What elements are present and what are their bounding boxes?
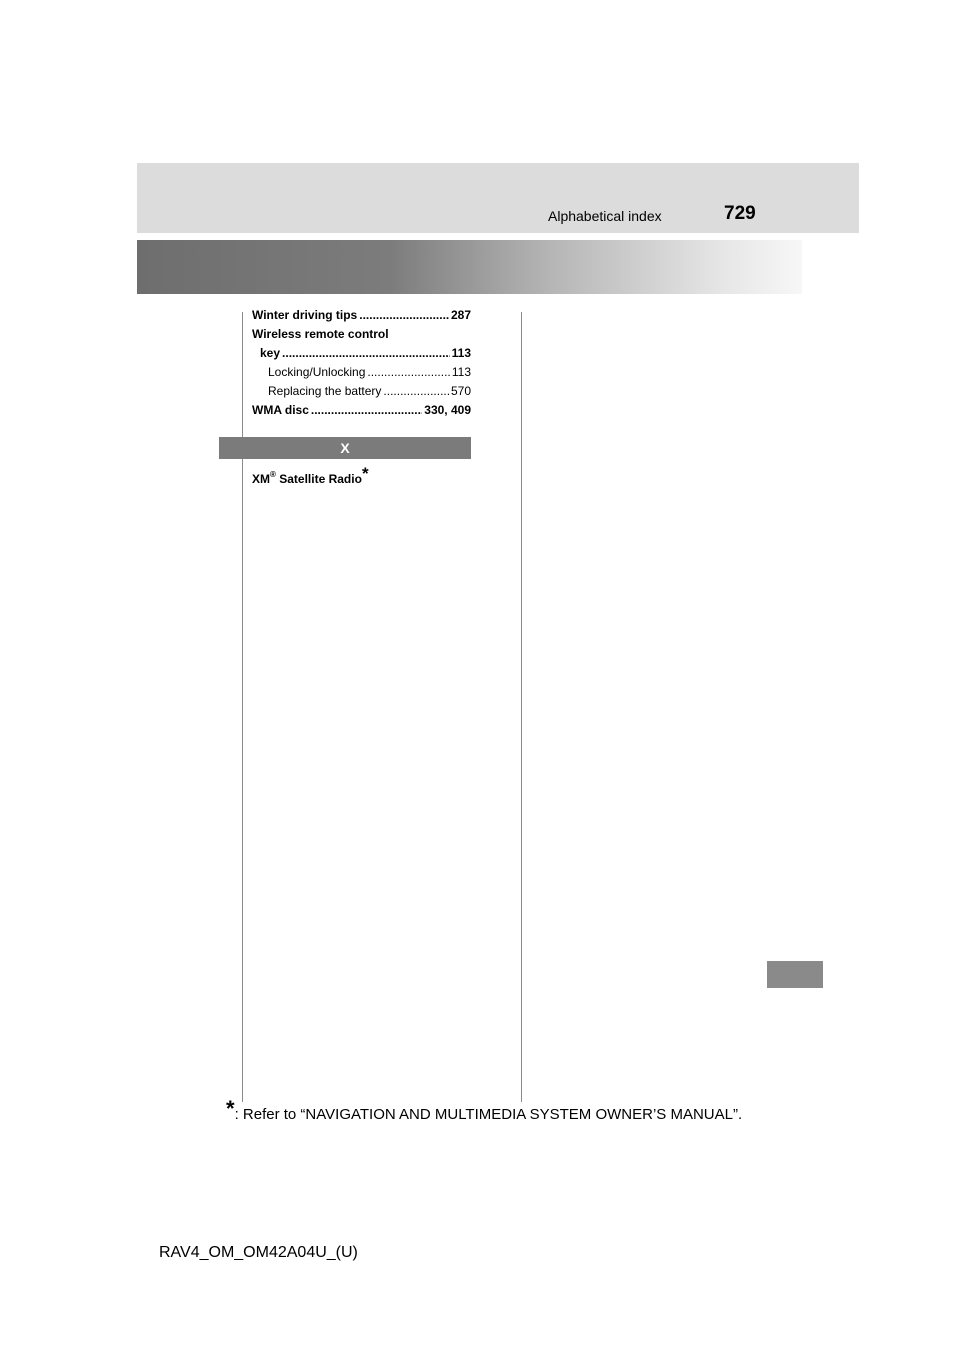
document-code: RAV4_OM_OM42A04U_(U) — [159, 1244, 358, 1261]
index-page: 113 — [451, 346, 471, 360]
index-entry — [252, 344, 471, 363]
index-term: Locking/Unlocking — [268, 365, 366, 379]
dot-leader — [311, 401, 422, 420]
dot-leader — [282, 344, 450, 363]
index-subentry — [252, 382, 471, 401]
asterisk-mark: * — [361, 464, 369, 483]
index-subentry — [252, 363, 471, 382]
index-page: 287 — [450, 308, 471, 322]
index-term: Wireless remote control — [252, 327, 389, 341]
index-list — [252, 306, 471, 420]
index-term-continued: key — [260, 346, 281, 360]
footnote — [226, 1096, 743, 1123]
index-term: WMA disc — [252, 403, 309, 417]
dot-leader — [383, 382, 449, 401]
registered-mark: ® — [270, 470, 276, 479]
section-title: Alphabetical index — [548, 208, 662, 224]
index-term: Replacing the battery — [268, 384, 382, 398]
column-divider-middle — [521, 312, 522, 1102]
index-entry — [252, 306, 471, 325]
index-entry — [252, 401, 471, 420]
chapter-gradient-band — [137, 240, 802, 294]
index-term: XM — [252, 472, 270, 486]
dot-leader — [359, 306, 449, 325]
index-entry-xm — [252, 464, 369, 486]
footnote-text: : Refer to “NAVIGATION AND MULTIMEDIA SYSTEM OWNER’S MANUAL”. — [234, 1106, 743, 1123]
asterisk-mark: * — [226, 1096, 235, 1121]
letter-section-header: X — [219, 437, 471, 459]
index-term: Winter driving tips — [252, 308, 358, 322]
chapter-tab — [767, 961, 823, 988]
column-divider-left — [242, 312, 243, 1102]
index-page: 330, 409 — [424, 403, 471, 417]
page-number: 729 — [724, 203, 756, 224]
dot-leader — [367, 363, 449, 382]
index-page: 570 — [450, 384, 471, 398]
index-page: 113 — [451, 365, 471, 379]
index-term-suffix: Satellite Radio — [275, 472, 362, 486]
